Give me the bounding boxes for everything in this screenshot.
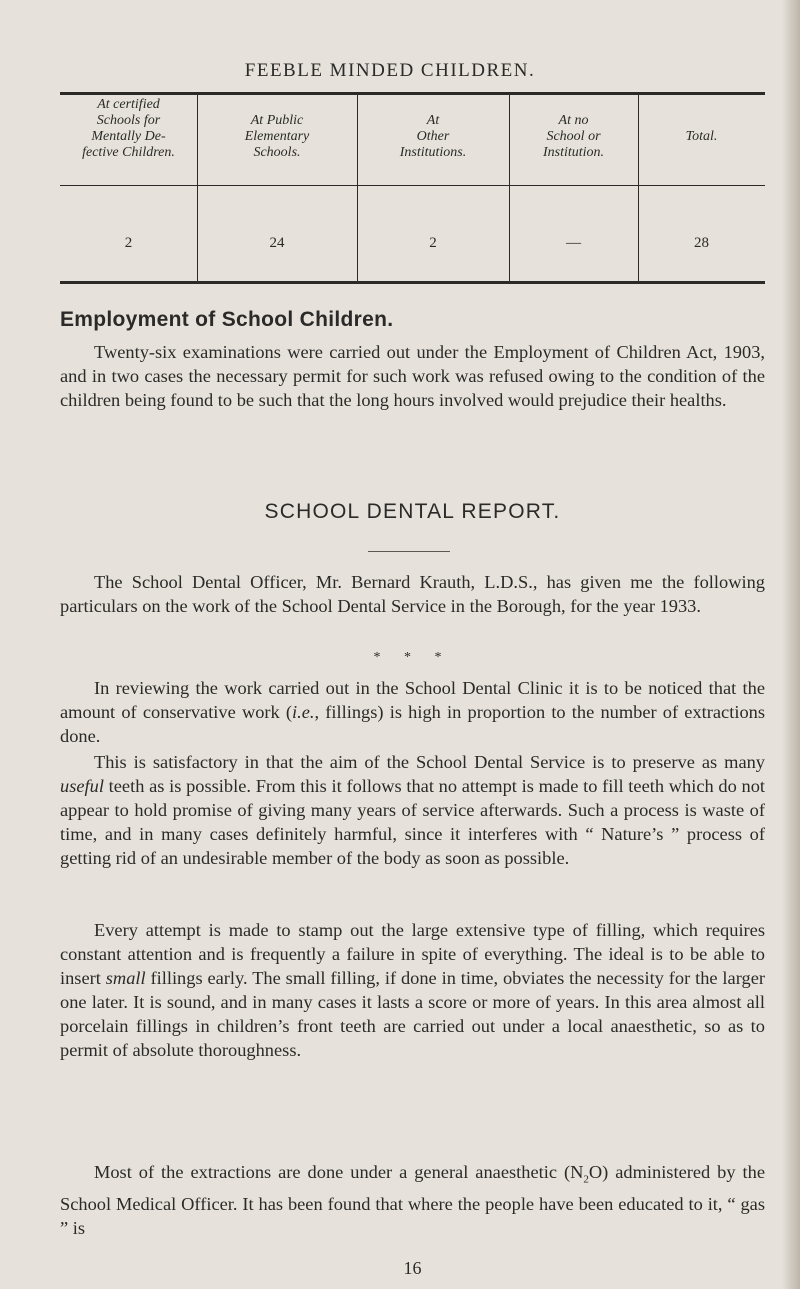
cell-public-elementary: 24	[269, 235, 285, 251]
cell-no-school: —	[566, 235, 581, 251]
dental-paragraph-2: This is satisfactory in that the aim of the School Dental Service is to preserve as many useful teeth as is possible. From this it follows that no attempt is made to fill teeth which do not appear to hold promise of giving many years of service afterwards. Such a process is waste of time, and in many cases definitely harmful, since it interferes with “ Nature’s ” process of getting rid of an undesirable member of the body as soon as possible.	[60, 752, 765, 868]
feeble-minded-table	[60, 92, 765, 285]
section-stars: * * *	[373, 650, 452, 665]
dental-paragraph-1: In reviewing the work carried out in the School Dental Clinic it is to be noticed that the amount of conservative work (i.e., fillings) is high in proportion to the number of extractions done.	[60, 678, 765, 746]
cell-certified-schools: 2	[124, 235, 133, 251]
page-title: FEEBLE MINDED CHILDREN.	[244, 60, 536, 81]
header-other-institutions: At Other Institutions.	[399, 113, 467, 160]
cell-total: 28	[694, 235, 709, 251]
table-header-rule	[60, 185, 765, 186]
cell-other-institutions: 2	[429, 235, 437, 251]
dental-report-heading: SCHOOL DENTAL REPORT.	[264, 500, 561, 523]
header-public-elementary: At Public Elementary Schools.	[244, 113, 310, 160]
header-certified-schools: At certified Schools for Mentally De- fective Children.	[82, 97, 175, 160]
table-top-rule	[60, 92, 765, 95]
header-total: Total.	[685, 129, 718, 144]
table-divider	[638, 95, 639, 281]
page-number: 16	[403, 1258, 422, 1278]
dental-paragraph-3: Every attempt is made to stamp out the large extensive type of filling, which requires constant attention and is frequently a failure in spite of everything. The ideal is to be able to insert small fillings early. The small filling, if done in time, obviates the necessity for the larger one later. It is sound, and in many cases it lasts a score or more of years. In this area almost all porcelain fillings in children’s front teeth are carried out under a local anaesthetic, so as to permit of absolute thoroughness.	[60, 920, 765, 1060]
page-edge-shadow	[782, 0, 800, 1289]
employment-paragraph: Twenty-six examinations were carried out under the Employment of Children Act, 1903, and in two cases the necessary permit for such work was refused owing to the condition of the children being found to be such that the long hours involved would prejudice their healths.	[60, 342, 765, 410]
dental-intro-paragraph: The School Dental Officer, Mr. Bernard Krauth, L.D.S., has given me the following particulars on the work of the School Dental Service in the Borough, for the year 1933.	[60, 572, 765, 616]
dental-paragraph-4: Most of the extractions are done under a general anaesthetic $(N_2O)$ administered by the School Medical Officer. It has been found that where the people have been educated to it, “ gas ” is	[60, 1162, 766, 1238]
heading-underline	[368, 551, 450, 552]
header-no-school: At no School or Institution.	[542, 113, 605, 160]
table-bottom-rule	[60, 281, 765, 284]
employment-heading: Employment of School Children.	[60, 308, 394, 331]
